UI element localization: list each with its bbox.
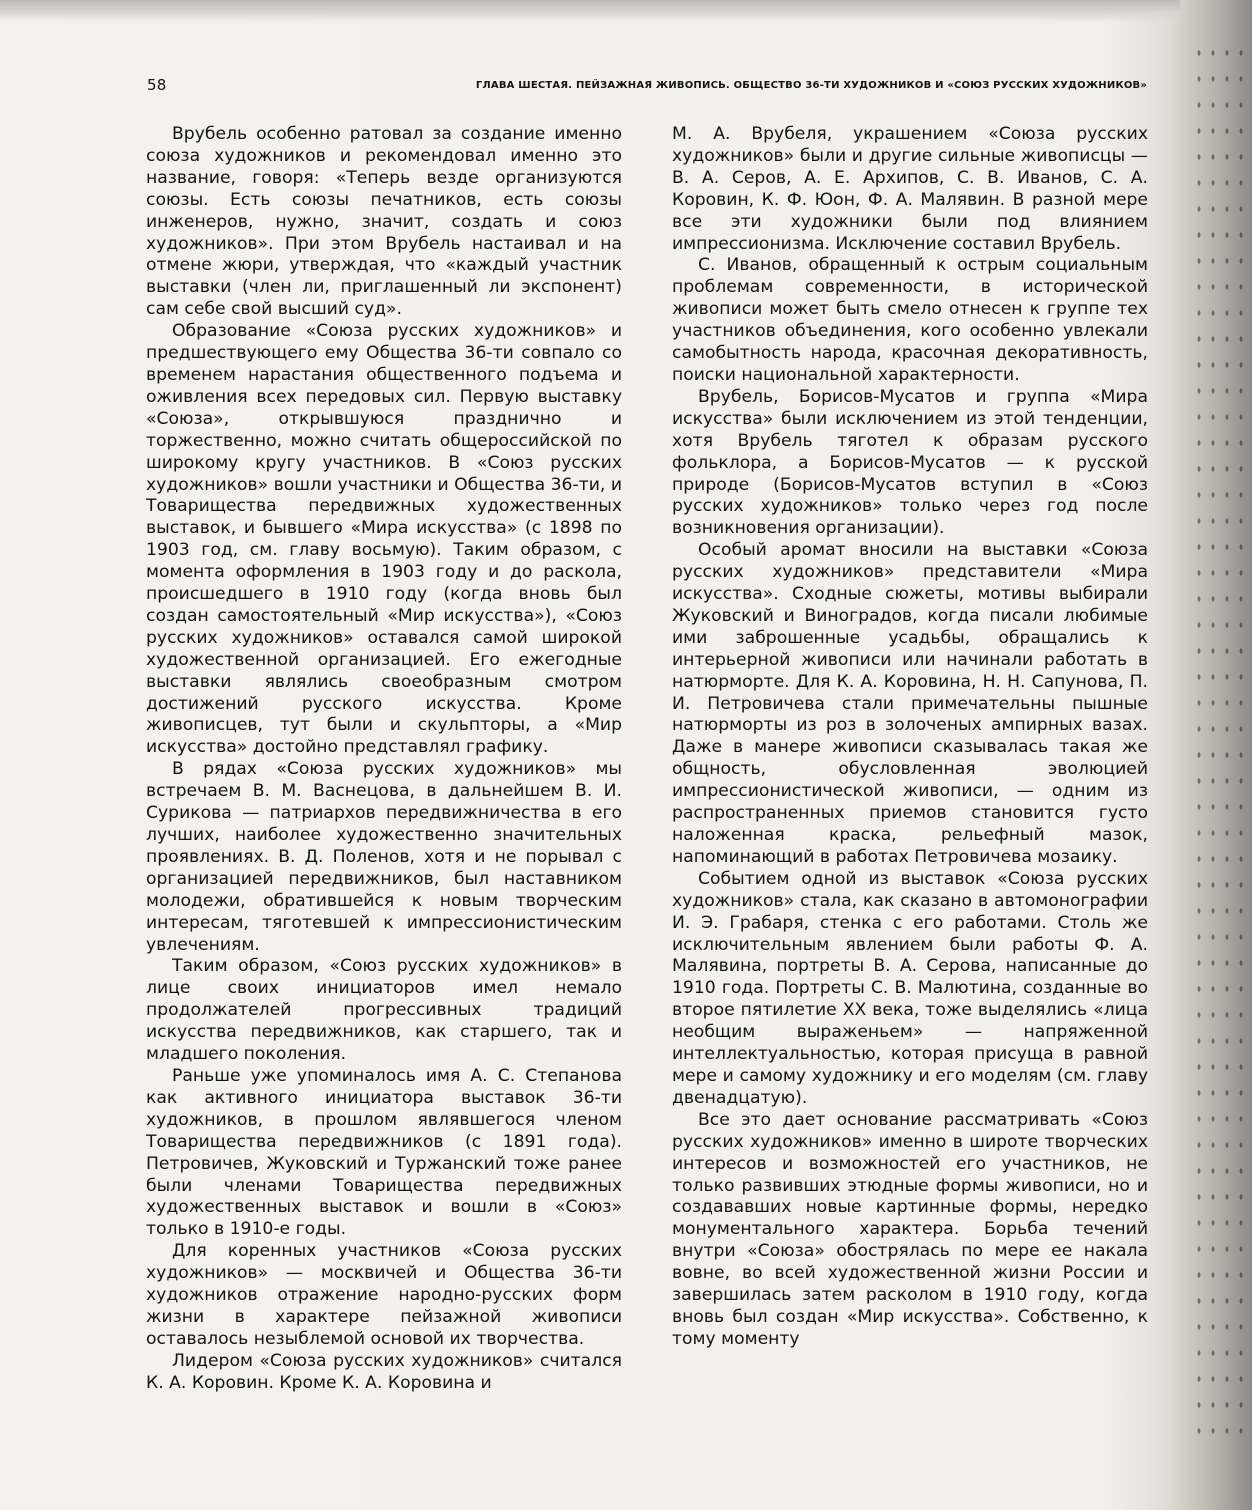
paragraph: Врубель особенно ратовал за создание именно союза художников и рекомендовал именно это название, говоря: «Теперь везде организуются союзы. Есть союзы печатников, есть союзы инженеров, нужно, значит, создать и союз художников». При этом Врубель настаивал и на отмене жюри, утверждая, что «каждый участник выставки (член ли, приглашенный ли экспонент) сам себе свой высший суд». [146,124,622,320]
paragraph: С. Иванов, обращенный к острым социальным проблемам современности, в исторической живописи может быть смело отнесен к группе тех участников объединения, кого особенно увлекали самобытность народа, красочная декоративность, поиски национальной характерности. [672,255,1148,385]
right-column [672,124,1148,1464]
paragraph: Лидером «Союза русских художников» считался К. А. Коровин. Кроме К. А. Коровина и [146,1350,622,1393]
paragraph: Особый аромат вносили на выставки «Союза русских художников» представители «Мира искусства». Сходные сюжеты, мотивы выбирали Жуковский и Виноградов, когда писали любимые ими заброшенные усадьбы, обращались к интерьерной живописи или начинали работать в натюрморте. Для К. А. Коровина, Н. Н. Сапунова, П. И. Петровичева стали примечательны пышные натюрморты из роз в золоченых ампирных вазах. Даже в манере живописи сказывалась такая же общность, обусловленная эволюцией импрессионистической живописи, — одним из распространенных приемов становится густо наложенная краска, рельефный мазок, напоминающий в работах Петровичева мозаику. [672,540,1148,867]
left-column [146,124,622,1464]
paragraph: Образование «Союза русских художников» и предшествующего ему Общества 36-ти совпало со временем нарастания общественного подъема и оживления всех передовых сил. Первую выставку «Союза», открывшуюся празднично и торжественно, можно считать общероссийской по широкому кругу участников. В «Союз русских художников» вошли участники и Общества 36-ти, и Товарищества передвижных художественных выставок, и бывшего «Мира искусства» (с 1898 по 1903 год, см. главу восьмую). Таким образом, с момента оформления в 1903 году и до раскола, происшедшего в 1910 году (когда вновь был создан самостоятельный «Мир искусства»), «Союз русских художников» оставался самой широкой художественной организацией. Его ежегодные выставки являлись своеобразным смотром достижений русского искусства. Кроме живописцев, тут были и скульпторы, а «Мир искусства» достойно представлял графику. [146,321,622,758]
paragraph: Таким образом, «Союз русских художников» в лице своих инициаторов имел немало продолжателей прогрессивных традиций искусства передвижников, как старшего, так и младшего поколения. [146,956,622,1065]
paragraph: Все это дает основание рассматривать «Союз русских художников» именно в широте творческих интересов и возможностей его участников, не только развивших этюдные формы живописи, но и создававших новые картинные формы, нередко монументального характера. Борьба течений внутри «Союза» обострялась по мере ее накала вовне, во всей художественной жизни России и завершилась затем расколом в 1910 году, когда вновь был создан «Мир искусства». Собственно, к тому моменту [672,1109,1148,1349]
page-header [147,76,1147,96]
paragraph: В рядах «Союза русских художников» мы встречаем В. М. Васнецова, в дальнейшем В. И. Сурикова — патриархов передвижничества в его лучших, наиболее художественно значительных проявлениях. В. Д. Поленов, хотя и не порывал с организацией передвижников, был наставником молодежи, обратившейся к новым творческим интересам, тяготевшей к импрессионистическим увлечениям. [146,759,622,955]
spine-binding-edge [1192,40,1252,1440]
paragraph: Для коренных участников «Союза русских художников» — москвичей и Общества 36-ти художников отражение народно-русских форм жизни в характере пейзажной живописи оставалось незыблемой основой их творчества. [146,1241,622,1349]
paragraph: Событием одной из выставок «Союза русских художников» стала, как сказано в автомонографии И. Э. Грабаря, стенка с его работами. Столь же исключительным явлением были работы Ф. А. Малявина, портреты В. А. Серова, написанные до 1910 года. Портреты С. В. Малютина, созданные во второе пятилетие XX века, тоже выделялись «лица необщим выраженьем» — напряженной интеллектуальностью, которая присуща в равной мере и самому художнику и его моделям (см. главу двенадцатую). [672,868,1148,1108]
paragraph-continued: М. А. Врубеля, украшением «Союза русских художников» были и другие сильные живописцы — В. А. Серов, А. Е. Архипов, С. В. Иванов, С. А. Коровин, К. Ф. Юон, Ф. А. Малявин. В разной мере все эти художники были под влиянием импрессионизма. Исключение составил Врубель. [672,124,1148,254]
scan-edge-shadow [0,0,1180,22]
running-head: ГЛАВА ШЕСТАЯ. ПЕЙЗАЖНАЯ ЖИВОПИСЬ. ОБЩЕСТВО 36-ТИ ХУДОЖНИКОВ И «СОЮЗ РУССКИХ ХУДОЖНИКОВ» [475,80,1147,91]
paragraph: Раньше уже упоминалось имя А. С. Степанова как активного инициатора выставок 36-ти художников, в прошлом являвшегося членом Товарищества передвижников (с 1891 года). Петровичев, Жуковский и Туржанский тоже ранее были членами Товарищества передвижных художественных выставок и вошли в «Союз» только в 1910-е годы. [146,1065,622,1240]
paragraph: Врубель, Борисов-Мусатов и группа «Мира искусства» были исключением из этой тенденции, хотя Врубель тяготел к образам русского фольклора, а Борисов-Мусатов — к русской природе (Борисов-Мусатов вступил в «Союз русских художников» только через год после возникновения организации). [672,386,1148,539]
page-number: 58 [147,76,167,94]
